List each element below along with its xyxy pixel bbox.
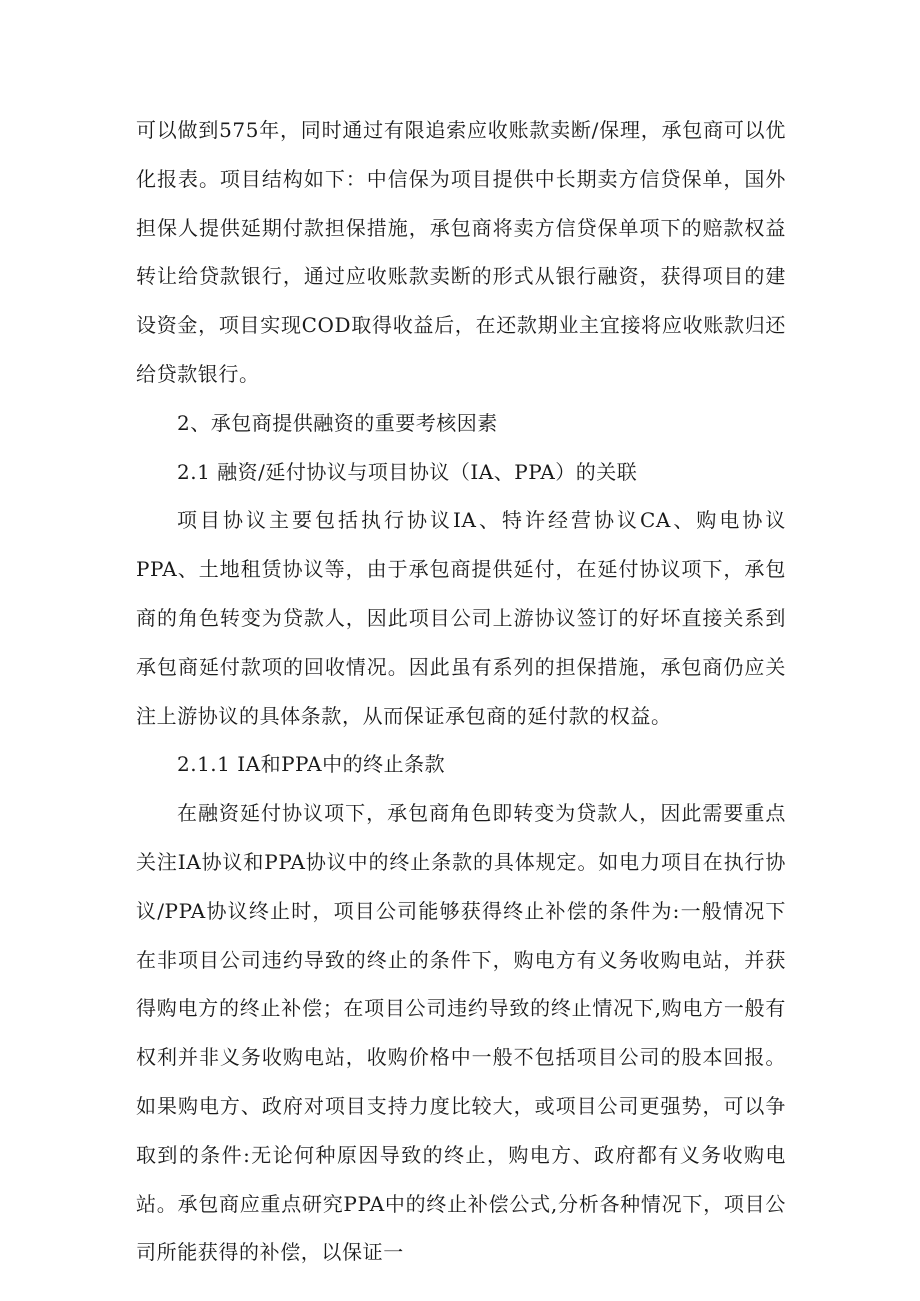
paragraph-project-structure: 可以做到575年，同时通过有限追索应收账款卖断/保理，承包商可以优化报表。项目结构如下：中信保为项目提供中长期卖方信贷保单，国外担保人提供延期付款担保措施，承包商将卖方信贷保单项下的赔款权益转让给贷款银行，通过应收账款卖断的形式从银行融资，获得项目的建设资金，项目实现COD取得收益后，在还款期业主宜接将应收账款归还给贷款银行。 — [136, 118, 786, 386]
section-heading-2: 2、承包商提供融资的重要考核因素 — [177, 410, 498, 435]
paragraph-project-agreements: 项目协议主要包括执行协议IA、特许经营协议CA、购电协议PPA、土地租赁协议等，由于承包商提供延付，在延付协议项下，承包商的角色转变为贷款人，因此项目公司上游协议签订的好坏直接关系到承包商延付款项的回收情况。因此虽有系列的担保措施，承包商仍应关注上游协议的具体条款，从而保证承包商的延付款的权益。 — [136, 508, 786, 728]
section-heading-2-1-1: 2.1.1 IA和PPA中的终止条款 — [177, 752, 446, 777]
document-body — [136, 106, 786, 1277]
section-heading-2-1: 2.1 融资/延付协议与项目协议（IA、PPA）的关联 — [177, 459, 638, 484]
paragraph-termination-clauses: 在融资延付协议项下，承包商角色即转变为贷款人，因此需要重点关注IA协议和PPA协议中的终止条款的具体规定。如电力项目在执行协议/PPA协议终止时，项目公司能够获得终止补偿的条件为:一般情况下在非项目公司违约导致的终止的条件下，购电方有义务收购电站，并获得购电方的终止补偿；在项目公司违约导致的终止情况下,购电方一般有权利并非义务收购电站，收购价格中一般不包括项目公司的股本回报。如果购电方、政府对项目支持力度比较大，或项目公司更强势，可以争取到的条件:无论何种原因导致的终止，购电方、政府都有义务收购电站。承包商应重点研究PPA中的终止补偿公式,分析各种情况下，项目公司所能获得的补偿，以保证一 — [136, 801, 786, 1265]
